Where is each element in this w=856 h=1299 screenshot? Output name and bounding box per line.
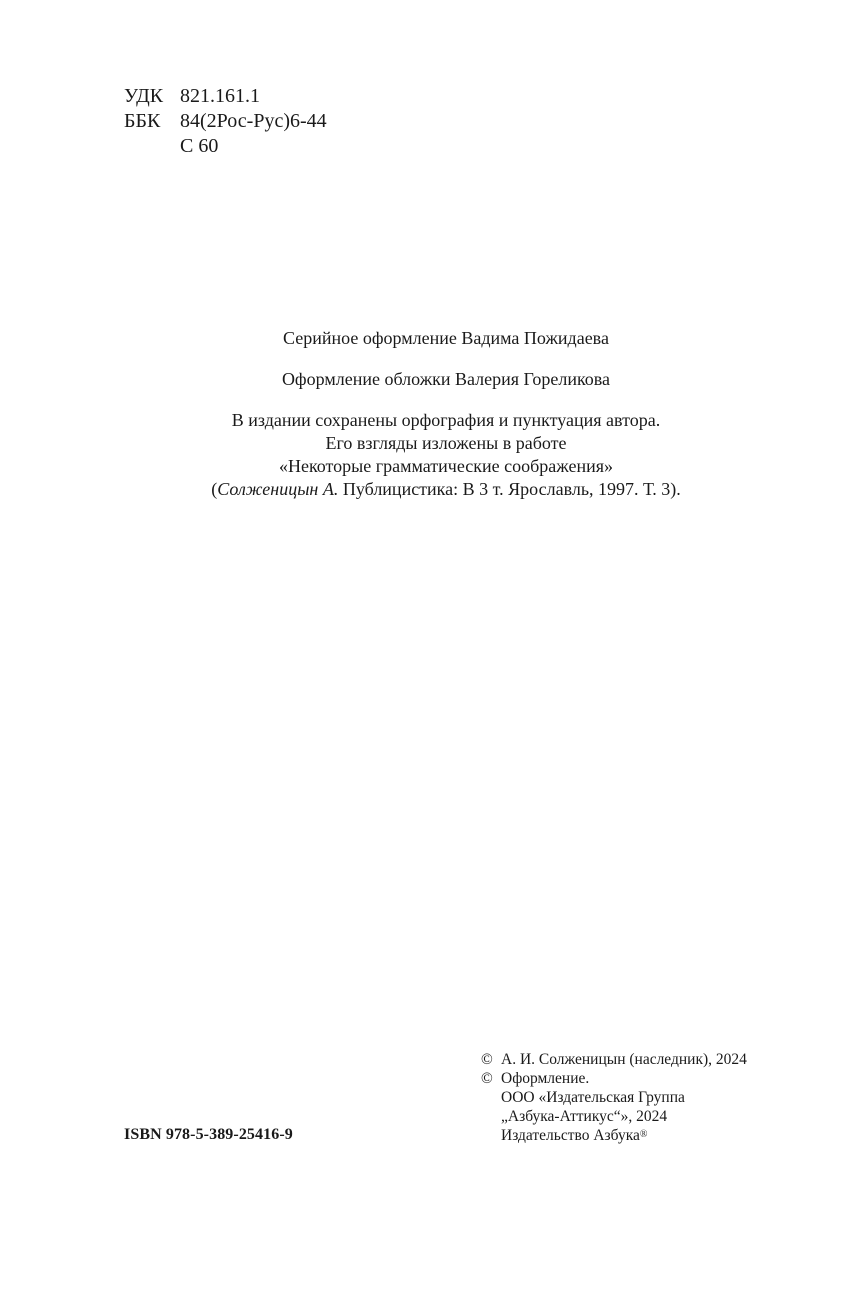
- edition-note-line-4: [0, 478, 856, 501]
- copyright-sign: ©: [481, 1051, 493, 1068]
- isbn: ISBN 978-5-389-25416-9: [124, 1126, 293, 1143]
- copyright-author-row: [481, 1050, 747, 1069]
- cover-design-credit: Оформление обложки Валерия Гореликова: [281, 369, 611, 389]
- author-sign-value: С 60: [180, 135, 219, 157]
- classification-block: [124, 84, 327, 159]
- copyright-sign: ©: [481, 1070, 493, 1087]
- note-open-paren: (: [211, 479, 218, 499]
- author-sign-label: [124, 134, 180, 159]
- copyright-design-row: [481, 1069, 747, 1088]
- copyright-author: А. И. Солженицын (наследник), 2024: [501, 1051, 747, 1068]
- edition-note-line-1: В издании сохранены орфография и пунктуация автора.: [231, 410, 661, 430]
- edition-note-line-2: Его взгляды изложены в работе: [325, 433, 567, 453]
- series-design-credit: Серийное оформление Вадима Пожидаева: [283, 328, 609, 348]
- registered-mark: ®: [639, 1129, 648, 1140]
- udk-value: 821.161.1: [180, 85, 260, 107]
- author-sign-row: [124, 134, 327, 159]
- edition-note-line-3: «Некоторые грамматические соображения»: [278, 456, 614, 476]
- copyright-design: Оформление.: [501, 1070, 590, 1087]
- udk-row: [124, 84, 327, 109]
- bbk-label: ББК: [124, 110, 161, 132]
- copyright-publisher-line-3: [481, 1126, 747, 1145]
- udk-label: УДК: [124, 85, 164, 107]
- note-source-ref: Публицистика: В 3 т. Ярославль, 1997. Т. 3).: [338, 479, 681, 499]
- copyright-publisher-line-1: ООО «Издательская Группа: [501, 1089, 685, 1106]
- publisher-name: Издательство Азбука: [501, 1127, 640, 1144]
- bbk-row: [124, 109, 327, 134]
- bbk-value: 84(2Рос-Рус)6-44: [180, 110, 327, 132]
- credits-block: [0, 327, 856, 501]
- copyright-block: [481, 1050, 747, 1145]
- note-author-italic: Солженицын А.: [217, 479, 339, 499]
- copyright-publisher-line-2: „Азбука-Аттикус“», 2024: [501, 1108, 668, 1125]
